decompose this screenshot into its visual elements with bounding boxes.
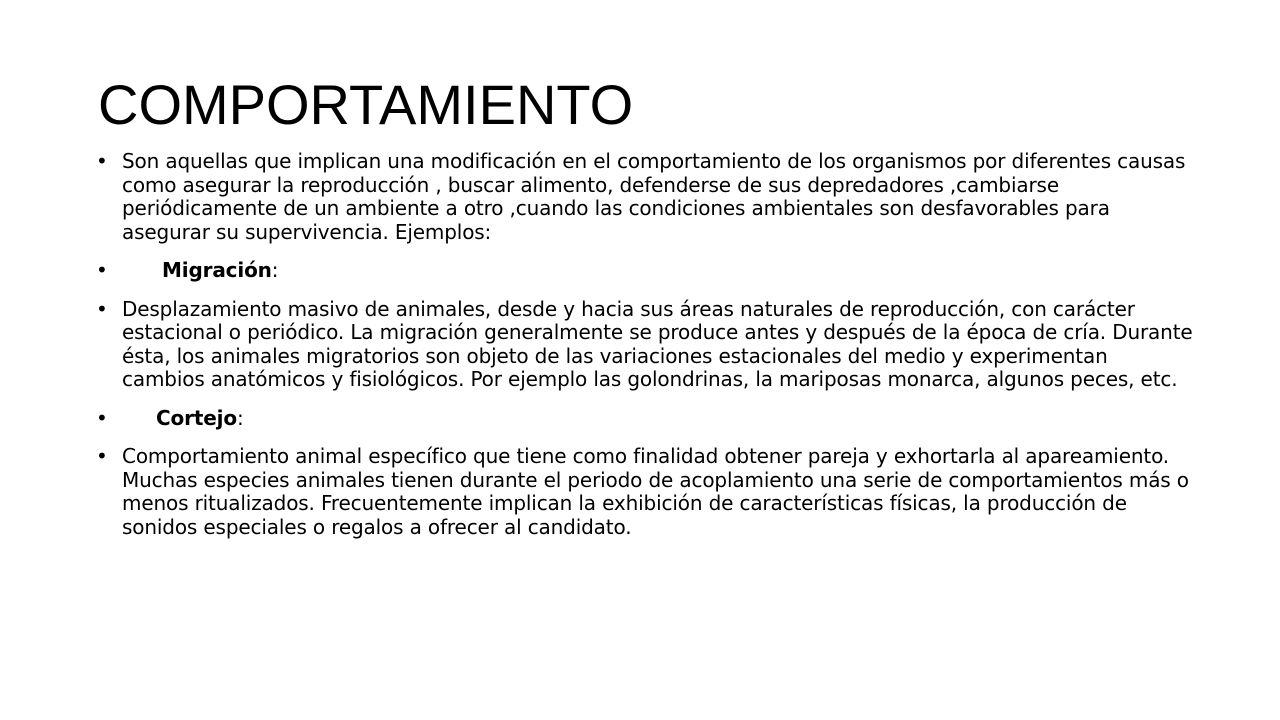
migracion-term: Migración — [162, 258, 272, 282]
cortejo-description: Comportamiento animal específico que tiene como finalidad obtener pareja y exhortarla al apareamiento. Muchas especies animales tienen durante el periodo de acoplamiento una serie de comportamientos más o menos ritualizados. Frecuentemente implican la exhibición de características físicas, la producción de sonidos especiales o regalos a ofrecer al candidato. — [122, 444, 1189, 539]
cortejo-colon: : — [236, 405, 244, 430]
migracion-colon: : — [271, 258, 279, 282]
bullet-item-cortejo-description — [96, 445, 1196, 539]
slide-title: COMPORTAMIENTO — [98, 73, 634, 136]
definition-text: Son aquellas que implican una modificación en el comportamiento de los organismos por diferentes causas como asegurar la reproducción , buscar alimento, defenderse de sus depredadores ,cambiarse periódicamente de un ambiente a otro ,cuando las condiciones ambientales son desfavorables para asegurar su supervivencia. Ejemplos: — [122, 149, 1186, 244]
bullet-icon: • — [96, 296, 108, 321]
bullet-icon: • — [96, 444, 108, 468]
bullet-item-definition — [96, 150, 1196, 244]
bullet-list — [96, 150, 1196, 554]
bullet-item-migracion-description — [96, 298, 1196, 392]
cortejo-term: Cortejo — [156, 405, 237, 430]
bullet-icon: • — [96, 405, 108, 430]
migracion-heading — [122, 259, 1196, 283]
bullet-icon: • — [96, 258, 108, 282]
bullet-item-migracion-heading — [96, 259, 1196, 283]
bullet-item-cortejo-heading — [96, 407, 1196, 431]
cortejo-heading — [122, 407, 1196, 431]
bullet-icon: • — [96, 149, 108, 173]
migracion-description: Desplazamiento masivo de animales, desde y hacia sus áreas naturales de reproducción, con carácter estacional o periódico. La migración generalmente se produce antes y después de la época de cría. Durante ésta, los animales migratorios son objeto de las variaciones estacionales del medio y experimentan cambios anatómicos y fisiológicos. Por ejemplo las golondrinas, la mariposas monarca, algunos peces, etc. — [122, 296, 1193, 391]
